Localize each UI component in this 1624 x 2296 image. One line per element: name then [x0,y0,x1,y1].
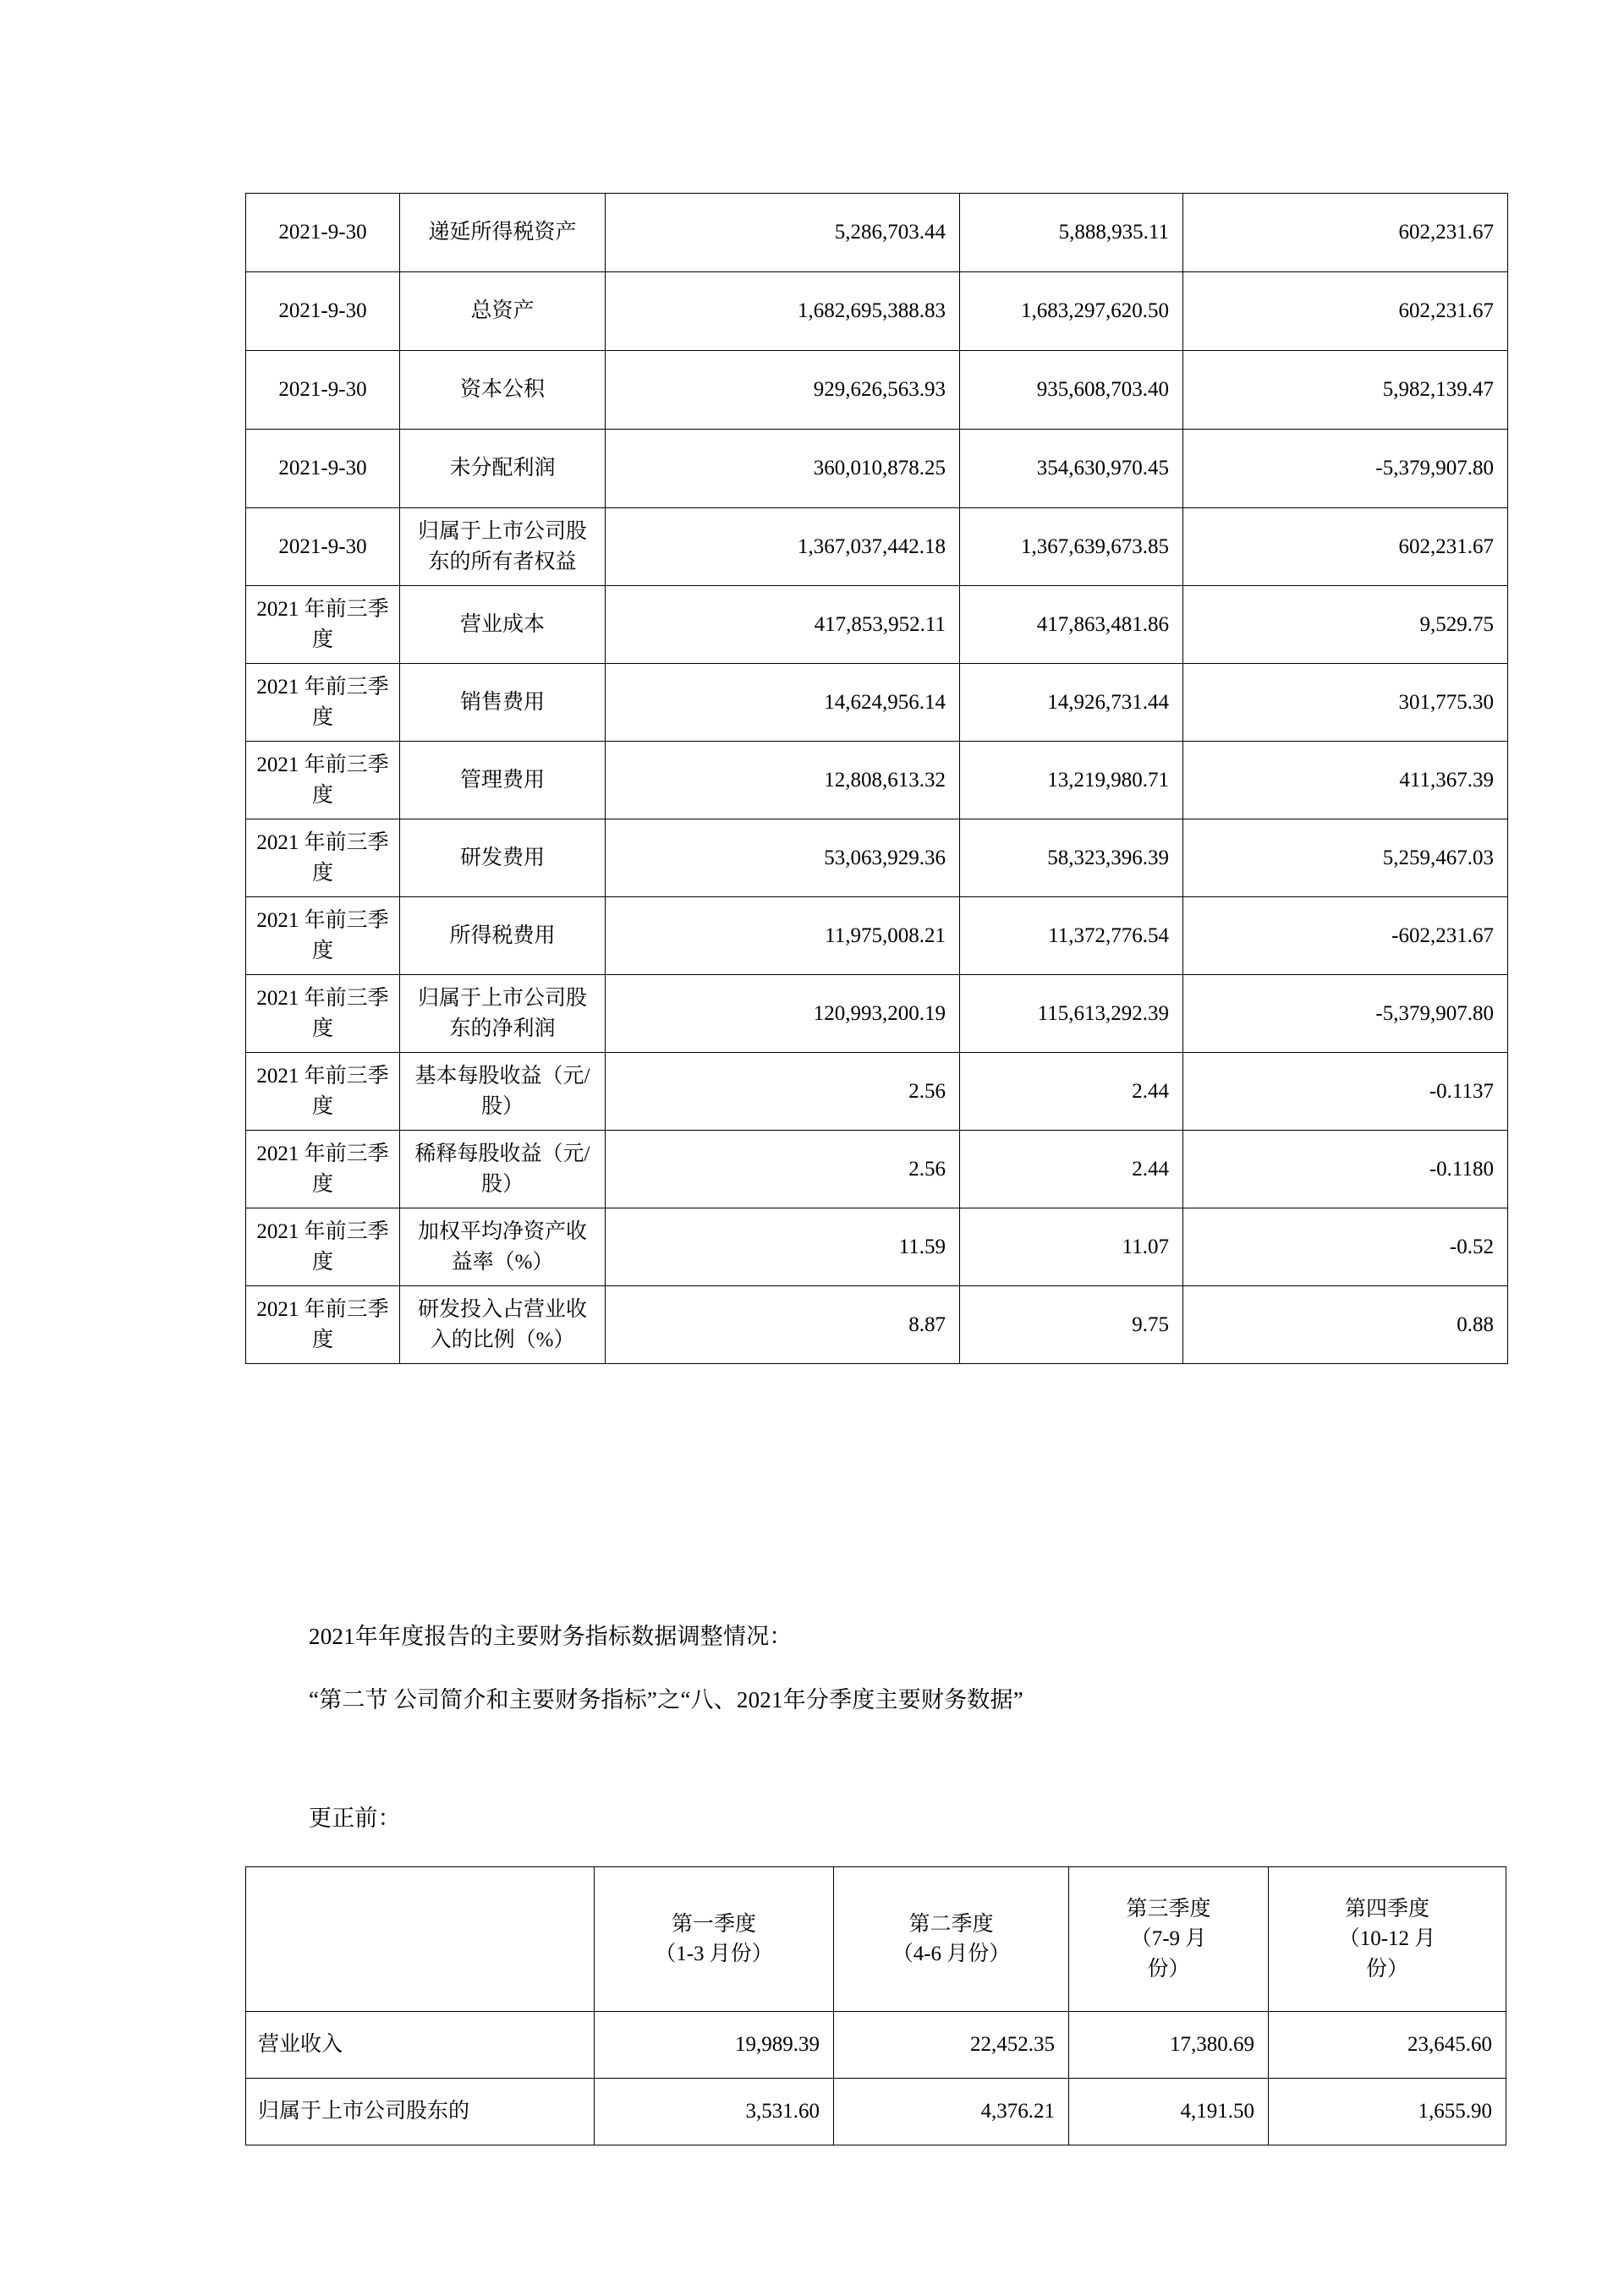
cell-before: 53,063,929.36 [606,819,960,897]
cell-before: 14,624,956.14 [606,664,960,742]
q3-months-cont: 份） [1147,1957,1190,1981]
cell-before: 11.59 [606,1208,960,1286]
cell-item: 基本每股收益（元/股） [400,1053,606,1131]
table-row [246,430,1508,508]
financial-adjustments-table [245,193,1508,1364]
cell-diff: -5,379,907.80 [1183,430,1508,508]
q1-months: （1-3 月份） [655,1943,773,1965]
cell-before: 1,682,695,388.83 [606,272,960,351]
cell-after: 13,219,980.71 [960,742,1183,819]
q4-months-cont: 份） [1365,1957,1408,1981]
annual-report-note: 2021年年度报告的主要财务指标数据调整情况： [309,1624,793,1649]
cell-after: 2.44 [960,1131,1183,1208]
cell-before: 5,286,703.44 [606,194,960,272]
cell-period: 2021 年前三季度 [246,1286,400,1364]
table-row [246,819,1508,897]
q2-months: （4-6 月份） [892,1943,1011,1965]
cell-before: 12,808,613.32 [606,742,960,819]
adjustments-table-body [246,194,1508,1364]
cell-before: 1,367,037,442.18 [606,508,960,586]
cell-diff: 5,982,139.47 [1183,351,1508,430]
cell-period: 2021 年前三季度 [246,1131,400,1208]
cell-before: 120,993,200.19 [606,975,960,1053]
cell-period: 2021 年前三季度 [246,586,400,664]
cell-diff: 301,775.30 [1183,664,1508,742]
table-row [246,1286,1508,1364]
table-row [246,897,1508,975]
cell-item: 资本公积 [400,351,606,430]
cell-q2: 22,452.35 [834,2012,1069,2079]
before-correction-label: 更正前： [309,1806,401,1831]
q4-months: （10-12 月 [1338,1927,1436,1951]
cell-item: 研发费用 [400,819,606,897]
cell-after: 1,683,297,620.50 [960,272,1183,351]
cell-item: 销售费用 [400,664,606,742]
cell-period: 2021 年前三季度 [246,975,400,1053]
cell-after: 14,926,731.44 [960,664,1183,742]
table-row [246,272,1508,351]
table-row [246,2079,1506,2145]
cell-diff: 0.88 [1183,1286,1508,1364]
cell-before: 11,975,008.21 [606,897,960,975]
cell-q4: 1,655.90 [1269,2079,1506,2145]
cell-period: 2021-9-30 [246,351,400,430]
section-reference-text: “第二节 公司简介和主要财务指标”之“八、2021年分季度主要财务数据” [309,1687,1023,1712]
cell-q3: 17,380.69 [1069,2012,1269,2079]
cell-q2: 4,376.21 [834,2079,1069,2145]
cell-item: 归属于上市公司股东的净利润 [400,975,606,1053]
cell-before: 2.56 [606,1131,960,1208]
cell-q1: 3,531.60 [595,2079,834,2145]
table-row [246,508,1508,586]
cell-diff: -0.1180 [1183,1131,1508,1208]
cell-before: 929,626,563.93 [606,351,960,430]
cell-after: 11.07 [960,1208,1183,1286]
cell-after: 2.44 [960,1053,1183,1131]
cell-item: 加权平均净资产收益率（%） [400,1208,606,1286]
cell-after: 58,323,396.39 [960,819,1183,897]
cell-before: 8.87 [606,1286,960,1364]
table-row [246,351,1508,430]
table-row [246,2012,1506,2079]
cell-diff: -0.1137 [1183,1053,1508,1131]
quarterly-table-body [246,1867,1506,2145]
cell-before: 417,853,952.11 [606,586,960,664]
q2-title: 第二季度 [908,1912,994,1936]
cell-diff: 602,231.67 [1183,194,1508,272]
header-corner-cell [246,1867,595,2012]
cell-period: 2021 年前三季度 [246,742,400,819]
cell-diff: 411,367.39 [1183,742,1508,819]
cell-after: 11,372,776.54 [960,897,1183,975]
cell-diff: -5,379,907.80 [1183,975,1508,1053]
table-row [246,742,1508,819]
cell-row-label: 营业收入 [246,2012,595,2079]
table-row [246,1208,1508,1286]
q3-months: （7-9 月 [1130,1927,1207,1951]
cell-row-label: 归属于上市公司股东的 [246,2079,595,2145]
cell-before: 2.56 [606,1053,960,1131]
cell-diff: 9,529.75 [1183,586,1508,664]
header-quarter-1 [595,1867,834,2012]
cell-item: 研发投入占营业收入的比例（%） [400,1286,606,1364]
cell-diff: -602,231.67 [1183,897,1508,975]
cell-period: 2021-9-30 [246,194,400,272]
cell-after: 935,608,703.40 [960,351,1183,430]
cell-after: 417,863,481.86 [960,586,1183,664]
cell-after: 5,888,935.11 [960,194,1183,272]
cell-item: 所得税费用 [400,897,606,975]
cell-diff: 602,231.67 [1183,272,1508,351]
cell-before: 360,010,878.25 [606,430,960,508]
cell-period: 2021 年前三季度 [246,1208,400,1286]
cell-item: 归属于上市公司股东的所有者权益 [400,508,606,586]
cell-item: 总资产 [400,272,606,351]
cell-q4: 23,645.60 [1269,2012,1506,2079]
header-quarter-3 [1069,1867,1269,2012]
cell-item: 营业成本 [400,586,606,664]
q4-title: 第四季度 [1344,1897,1429,1921]
cell-period: 2021-9-30 [246,430,400,508]
cell-after: 354,630,970.45 [960,430,1183,508]
table-row [246,664,1508,742]
table-row [246,1131,1508,1208]
cell-diff: -0.52 [1183,1208,1508,1286]
header-quarter-4 [1269,1867,1506,2012]
cell-after: 1,367,639,673.85 [960,508,1183,586]
cell-q3: 4,191.50 [1069,2079,1269,2145]
cell-diff: 602,231.67 [1183,508,1508,586]
cell-q1: 19,989.39 [595,2012,834,2079]
q3-title: 第三季度 [1126,1897,1211,1921]
cell-period: 2021 年前三季度 [246,1053,400,1131]
quarterly-financial-table [245,1866,1506,2145]
cell-item: 递延所得税资产 [400,194,606,272]
q1-title: 第一季度 [671,1912,756,1936]
cell-item: 未分配利润 [400,430,606,508]
cell-item: 稀释每股收益（元/股） [400,1131,606,1208]
table-row [246,1053,1508,1131]
cell-period: 2021 年前三季度 [246,819,400,897]
cell-period: 2021 年前三季度 [246,897,400,975]
cell-item: 管理费用 [400,742,606,819]
table-row [246,194,1508,272]
cell-period: 2021 年前三季度 [246,664,400,742]
table-header-row [246,1867,1506,2012]
cell-after: 9.75 [960,1286,1183,1364]
table-row [246,975,1508,1053]
cell-diff: 5,259,467.03 [1183,819,1508,897]
cell-period: 2021-9-30 [246,508,400,586]
table-row [246,586,1508,664]
cell-period: 2021-9-30 [246,272,400,351]
cell-after: 115,613,292.39 [960,975,1183,1053]
header-quarter-2 [834,1867,1069,2012]
